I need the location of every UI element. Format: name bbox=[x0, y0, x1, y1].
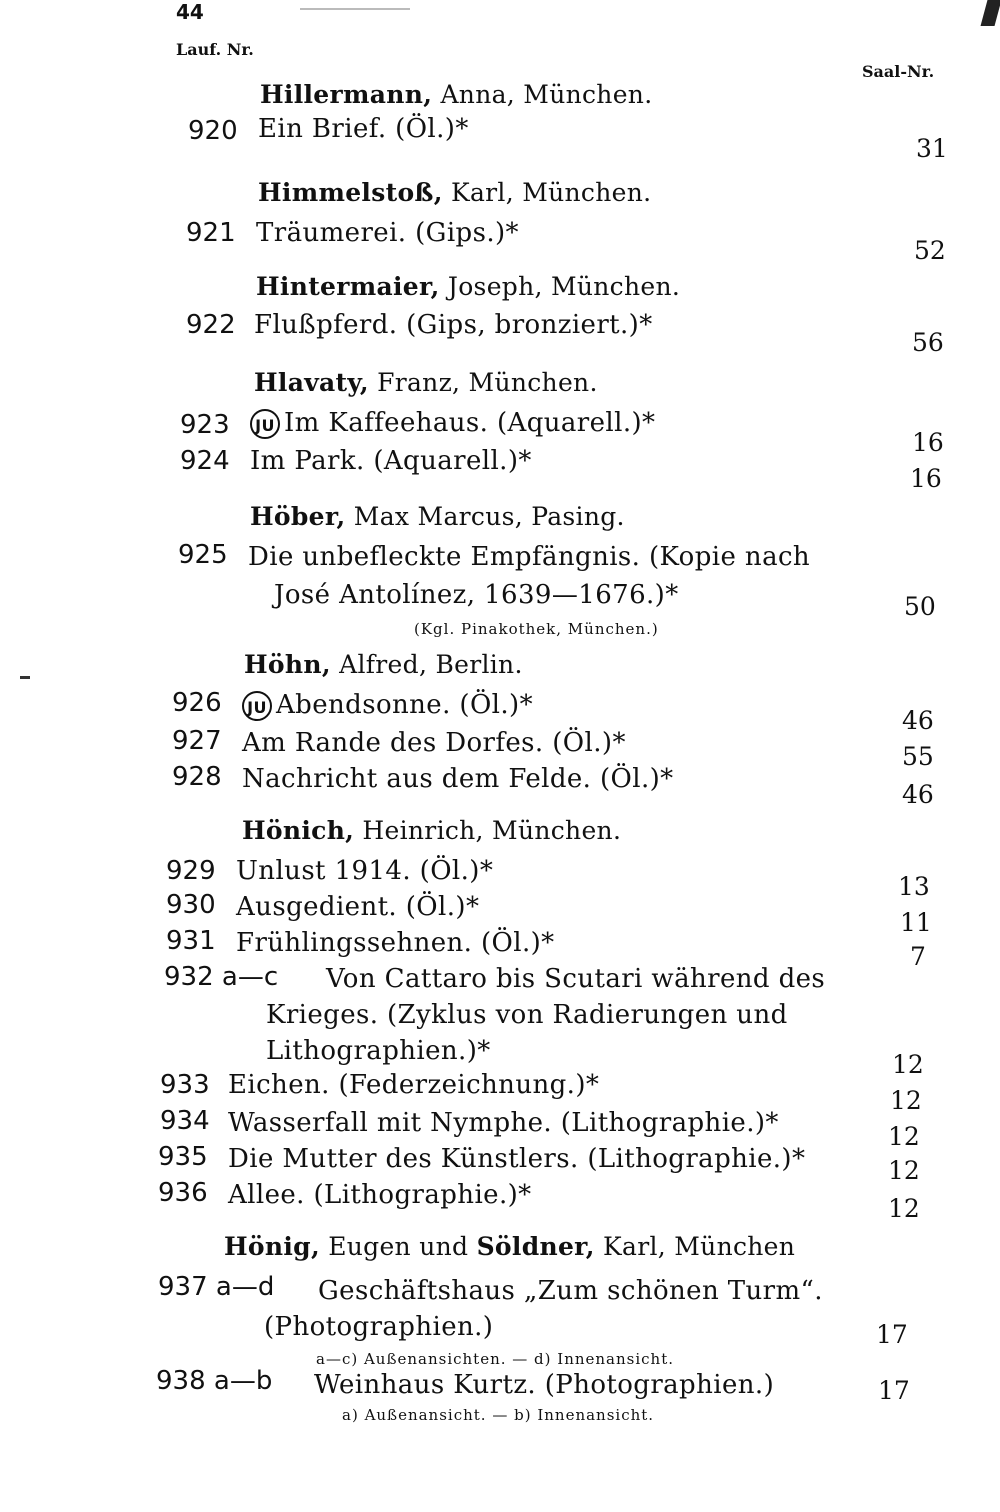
artist-details: Eugen und bbox=[319, 1232, 477, 1261]
entry-title: Die Mutter des Künstlers. (Lithographie.)* bbox=[228, 1144, 806, 1174]
room-number: 31 bbox=[916, 134, 948, 163]
entry-title-continuation: (Photographien.) bbox=[264, 1312, 494, 1342]
entry-title: Ausgedient. (Öl.)* bbox=[236, 892, 480, 922]
entry-number: 923 bbox=[180, 410, 230, 440]
room-number: 52 bbox=[914, 236, 946, 265]
room-number: 17 bbox=[876, 1320, 908, 1349]
page-number: 44 bbox=[176, 0, 204, 24]
entry-number: 932 a—c bbox=[164, 962, 279, 992]
artist-surname: Söldner, bbox=[476, 1232, 595, 1261]
entry-title-continuation: Krieges. (Zyklus von Radierungen und bbox=[266, 1000, 788, 1030]
room-number: 16 bbox=[910, 464, 942, 493]
artist-details: Karl, München. bbox=[442, 178, 652, 207]
artist-details: Max Marcus, Pasing. bbox=[345, 502, 625, 531]
artist-details: Anna, München. bbox=[432, 80, 653, 109]
scan-speck bbox=[20, 676, 30, 679]
entry-title-continuation: José Antolínez, 1639—1676.)* bbox=[274, 580, 679, 610]
entry-title-text: Abendsonne. (Öl.)* bbox=[276, 690, 533, 720]
room-number: 46 bbox=[902, 780, 934, 809]
entry-number: 938 a—b bbox=[156, 1366, 273, 1396]
entry-title: Wasserfall mit Nymphe. (Lithographie.)* bbox=[228, 1108, 779, 1138]
entry-title: Im Park. (Aquarell.)* bbox=[250, 446, 532, 476]
entry-title: Träumerei. (Gips.)* bbox=[256, 218, 519, 248]
jury-badge-icon: JU bbox=[242, 691, 272, 721]
entry-title bbox=[242, 690, 533, 721]
entry-number: 931 bbox=[166, 926, 216, 956]
room-number: 7 bbox=[910, 942, 926, 971]
artist-details: Alfred, Berlin. bbox=[330, 650, 523, 679]
artist-heading bbox=[224, 1232, 795, 1261]
artist-heading bbox=[250, 502, 625, 531]
column-header-running-number: Lauf. Nr. bbox=[176, 40, 254, 59]
entry-title-text: Im Kaffeehaus. (Aquarell.)* bbox=[284, 408, 656, 438]
artist-surname: Höhn, bbox=[244, 650, 331, 679]
room-number: 11 bbox=[900, 908, 932, 937]
artist-details: Heinrich, München. bbox=[354, 816, 622, 845]
entry-number: 921 bbox=[186, 218, 236, 248]
entry-number: 926 bbox=[172, 688, 222, 718]
entry-title: Ein Brief. (Öl.)* bbox=[258, 114, 469, 144]
entry-title: Geschäftshaus „Zum schönen Turm“. bbox=[318, 1276, 823, 1306]
entry-number: 933 bbox=[160, 1070, 210, 1100]
entry-title bbox=[250, 408, 655, 439]
artist-surname: Hintermaier, bbox=[256, 272, 440, 301]
artist-heading bbox=[254, 368, 598, 397]
scan-edge-mark bbox=[981, 0, 1000, 26]
entry-title: Flußpferd. (Gips, bronziert.)* bbox=[254, 310, 653, 340]
entry-note: (Kgl. Pinakothek, München.) bbox=[414, 620, 659, 638]
room-number: 16 bbox=[912, 428, 944, 457]
room-number: 46 bbox=[902, 706, 934, 735]
room-number: 55 bbox=[902, 742, 934, 771]
artist-surname: Hönich, bbox=[242, 816, 355, 845]
entry-number: 936 bbox=[158, 1178, 208, 1208]
entry-title: Frühlingssehnen. (Öl.)* bbox=[236, 928, 555, 958]
room-number: 12 bbox=[888, 1156, 920, 1185]
artist-details: Franz, München. bbox=[368, 368, 598, 397]
entry-number: 934 bbox=[160, 1106, 210, 1136]
entry-title: Weinhaus Kurtz. (Photographien.) bbox=[314, 1370, 775, 1400]
artist-details: Karl, München bbox=[594, 1232, 796, 1261]
artist-heading bbox=[244, 650, 523, 679]
entry-number: 920 bbox=[188, 116, 238, 146]
artist-surname: Hlavaty, bbox=[254, 368, 369, 397]
entry-title-continuation: Lithographien.)* bbox=[266, 1036, 491, 1066]
entry-number: 922 bbox=[186, 310, 236, 340]
artist-surname: Höber, bbox=[250, 502, 346, 531]
artist-heading bbox=[242, 816, 621, 845]
entry-note: a) Außenansicht. — b) Innenansicht. bbox=[342, 1406, 655, 1424]
room-number: 17 bbox=[878, 1376, 910, 1405]
jury-badge-icon: JU bbox=[250, 409, 280, 439]
artist-surname: Hillermann, bbox=[260, 80, 433, 109]
room-number: 12 bbox=[892, 1050, 924, 1079]
room-number: 12 bbox=[890, 1086, 922, 1115]
artist-heading bbox=[256, 272, 680, 301]
entry-number: 927 bbox=[172, 726, 222, 756]
entry-title: Nachricht aus dem Felde. (Öl.)* bbox=[242, 764, 674, 794]
artist-surname: Hönig, bbox=[224, 1232, 320, 1261]
entry-title: Von Cattaro bis Scutari während des bbox=[326, 964, 826, 994]
entry-number: 935 bbox=[158, 1142, 208, 1172]
entry-number: 925 bbox=[178, 540, 228, 570]
entry-title: Eichen. (Federzeichnung.)* bbox=[228, 1070, 600, 1100]
entry-title: Am Rande des Dorfes. (Öl.)* bbox=[242, 728, 626, 758]
room-number: 56 bbox=[912, 328, 944, 357]
entry-note: a—c) Außenansichten. — d) Innenansicht. bbox=[316, 1350, 675, 1368]
entry-number: 937 a—d bbox=[158, 1272, 275, 1302]
entry-number: 928 bbox=[172, 762, 222, 792]
room-number: 12 bbox=[888, 1194, 920, 1223]
room-number: 50 bbox=[904, 592, 936, 621]
entry-title: Unlust 1914. (Öl.)* bbox=[236, 856, 494, 886]
column-header-room-number: Saal-Nr. bbox=[862, 62, 935, 81]
room-number: 13 bbox=[898, 872, 930, 901]
entry-number: 930 bbox=[166, 890, 216, 920]
artist-heading bbox=[258, 178, 651, 207]
entry-number: 929 bbox=[166, 856, 216, 886]
entry-number: 924 bbox=[180, 446, 230, 476]
artist-heading bbox=[260, 80, 652, 109]
room-number: 12 bbox=[888, 1122, 920, 1151]
entry-title: Die unbefleckte Empfängnis. (Kopie nach bbox=[248, 542, 811, 572]
artist-details: Joseph, München. bbox=[439, 272, 681, 301]
scan-smudge bbox=[300, 8, 410, 10]
entry-title: Allee. (Lithographie.)* bbox=[228, 1180, 532, 1210]
artist-surname: Himmelstoß, bbox=[258, 178, 443, 207]
